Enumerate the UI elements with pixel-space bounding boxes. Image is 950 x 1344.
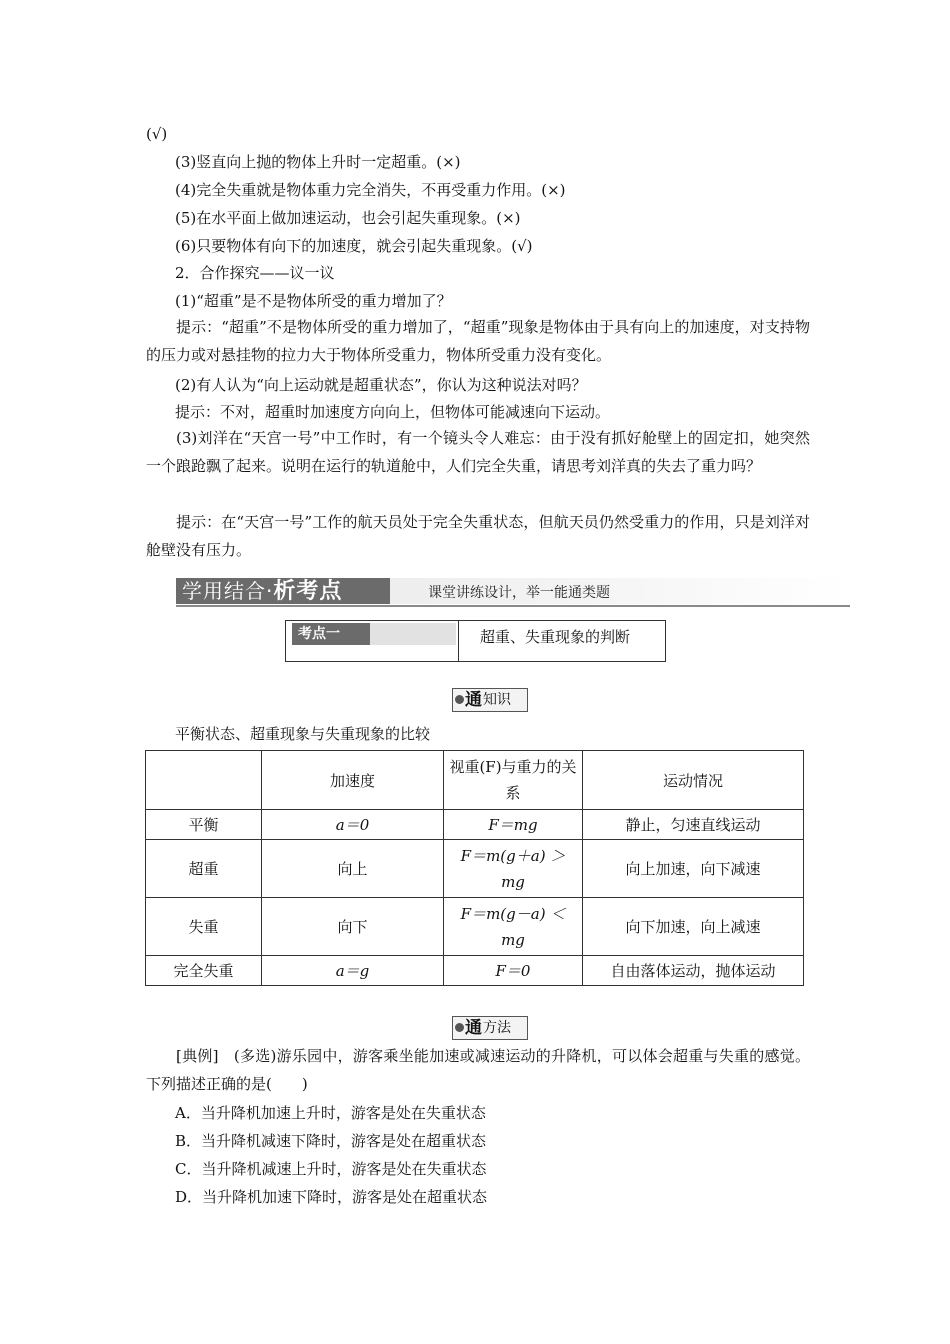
table-cell: a＝g <box>262 956 444 986</box>
judgment-line: (6)只要物体有向下的加速度，就会引起失重现象。(√) <box>175 237 533 255</box>
option-c: C．当升降机减速上升时，游客是处在失重状态 <box>175 1160 487 1178</box>
banner-subtitle: 课堂讲练设计，举一能通类题 <box>428 585 610 601</box>
answer-1: 提示：“超重”不是物体所受的重力增加了，“超重”现象是物体由于具有向上的加速度，对支持物的压力或对悬挂物的拉力大于物体所受重力，物体所受重力没有变化。 <box>146 318 810 364</box>
section-method-heading: 通 方法 <box>452 1016 528 1040</box>
table-cell: 向下 <box>262 898 444 956</box>
table-cell: 向上加速，向下减速 <box>583 840 804 898</box>
table-cell: F＝mg <box>444 810 583 840</box>
table-row <box>146 810 804 840</box>
table-row <box>146 840 804 898</box>
option-d: D．当升降机加速下降时，游客是处在超重状态 <box>175 1188 488 1206</box>
table-cell: 向上 <box>262 840 444 898</box>
section-knowledge-heading: 通 知识 <box>452 688 528 712</box>
question-2: (2)有人认为“向上运动就是超重状态”，你认为这种说法对吗？ <box>175 376 587 394</box>
table-cell: F＝0 <box>444 956 583 986</box>
table-header-cell <box>146 751 262 810</box>
judgment-line: (√) <box>146 125 168 143</box>
table-header-row <box>146 751 804 810</box>
table-cell: 自由落体运动，抛体运动 <box>583 956 804 986</box>
answer-3: 提示：在“天宫一号”工作的航天员处于完全失重状态，但航天员仍然受重力的作用，只是刘洋对舱壁没有压力。 <box>146 513 810 559</box>
table-cell: a＝0 <box>262 810 444 840</box>
judgment-line: (3)竖直向上抛的物体上升时一定超重。(×) <box>175 153 461 171</box>
question-3: (3)刘洋在“天宫一号”中工作时，有一个镜头令人难忘：由于没有抓好舱壁上的固定扣，她突然一个踉跄飘了起来。说明在运行的轨道舱中，人们完全失重，请思考刘洋真的失去了重力吗？ <box>146 429 810 475</box>
table-cell: 静止，匀速直线运动 <box>583 810 804 840</box>
option-b: B．当升降机减速下降时，游客是处在超重状态 <box>175 1132 487 1150</box>
table-header-cell: 运动情况 <box>583 751 804 810</box>
judgment-line: (5)在水平面上做加速运动，也会引起失重现象。(×) <box>175 209 521 227</box>
comparison-table <box>145 750 804 986</box>
section-banner <box>176 578 850 608</box>
judgment-line: (4)完全失重就是物体重力完全消失，不再受重力作用。(×) <box>175 181 566 199</box>
table-caption: 平衡状态、超重现象与失重现象的比较 <box>175 725 431 743</box>
table-cell: 完全失重 <box>146 956 262 986</box>
table-header-cell: 视重(F)与重力的关系 <box>444 751 583 810</box>
table-cell: 超重 <box>146 840 262 898</box>
table-row <box>146 898 804 956</box>
option-a: A．当升降机加速上升时，游客是处在失重状态 <box>175 1104 486 1122</box>
table-cell: 失重 <box>146 898 262 956</box>
banner-title: 学用结合·析考点 <box>176 578 390 604</box>
table-cell: 平衡 <box>146 810 262 840</box>
example-stem: [典例] (多选)游乐园中，游客乘坐能加速或减速运动的升降机，可以体会超重与失重的感觉。下列描述正确的是( ) <box>146 1047 810 1093</box>
question-1: (1)“超重”是不是物体所受的重力增加了？ <box>175 292 452 310</box>
table-row <box>146 956 804 986</box>
bullet-icon <box>455 1023 464 1032</box>
table-cell: 向下加速，向上减速 <box>583 898 804 956</box>
table-cell: F＝m(g＋a) ＞ mg <box>444 840 583 898</box>
kaodian-label: 考点一 <box>292 623 370 645</box>
bullet-icon <box>455 695 464 704</box>
kaodian-box <box>285 620 666 662</box>
kaodian-title: 超重、失重现象的判断 <box>480 628 631 646</box>
table-header-cell: 加速度 <box>262 751 444 810</box>
explore-heading: 2．合作探究——议一议 <box>175 264 335 282</box>
table-cell: F＝m(g－a) ＜ mg <box>444 898 583 956</box>
answer-2: 提示：不对，超重时加速度方向向上，但物体可能减速向下运动。 <box>175 403 611 421</box>
